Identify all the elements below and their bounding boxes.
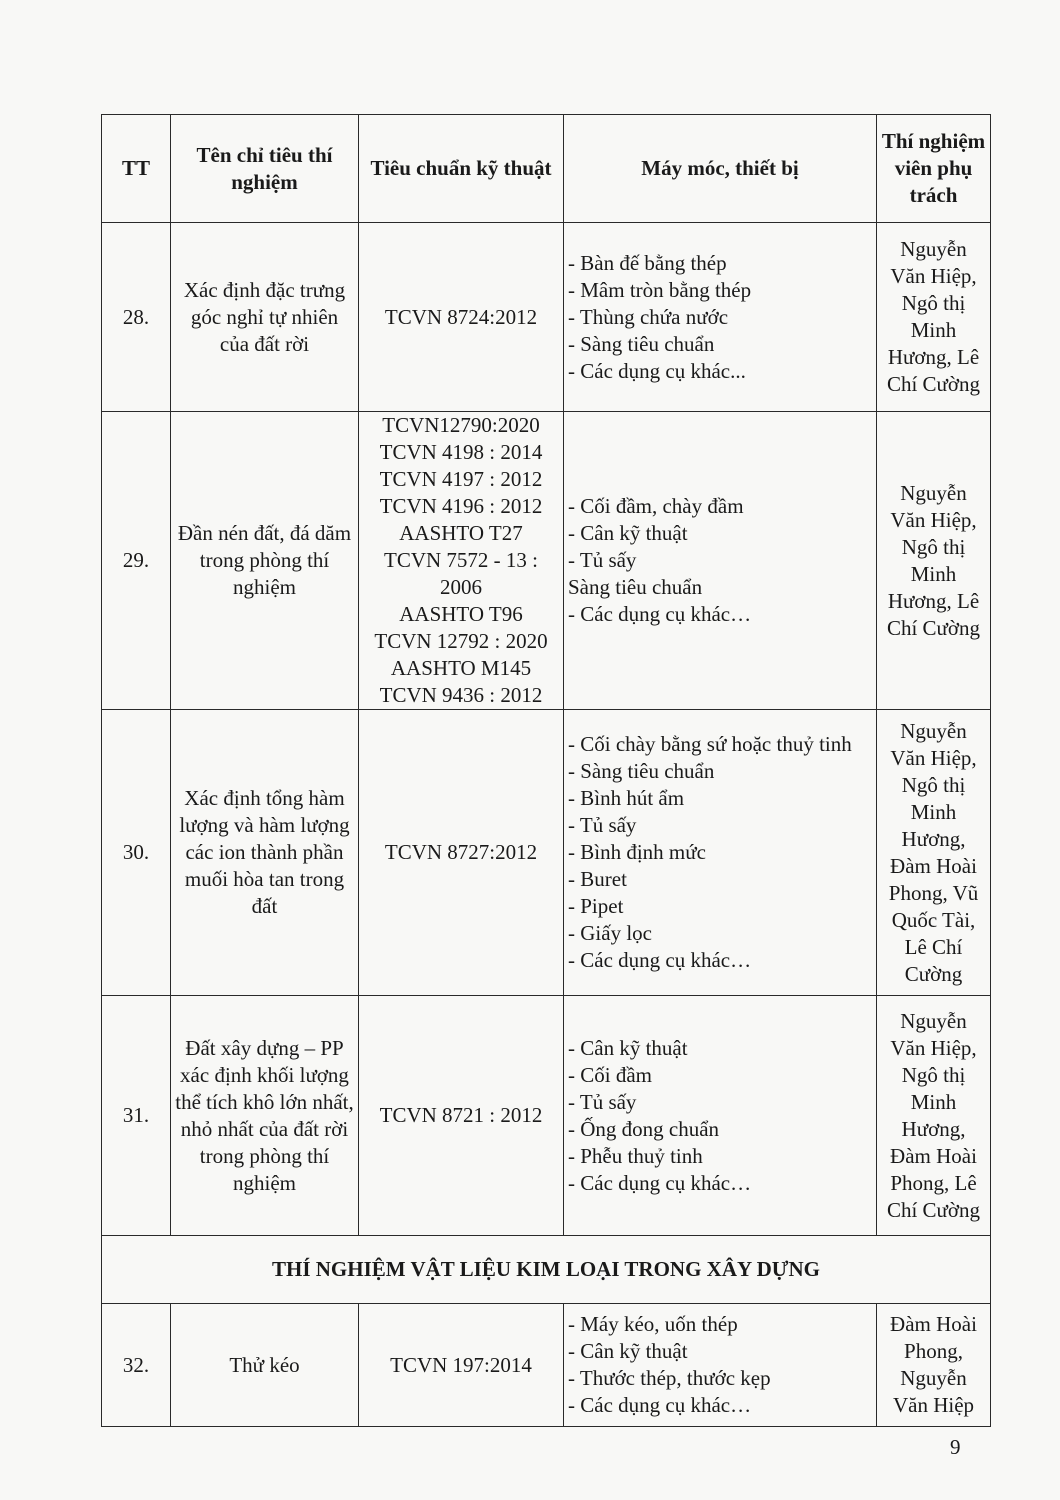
row-name: Đất xây dựng – PP xác định khối lượng thể tích khô lớn nhất, nhỏ nhất của đất rời trong phòng thí nghiệm: [171, 996, 359, 1236]
row-tt: 32.: [102, 1304, 171, 1427]
row-equipment: [564, 996, 877, 1236]
section-row: [102, 1236, 991, 1304]
equipment-line: - Cân kỹ thuật: [568, 1035, 688, 1060]
row-staff: Đàm Hoài Phong, Nguyễn Văn Hiệp: [877, 1304, 991, 1427]
row-name: Đần nén đất, đá dăm trong phòng thí nghiệm: [171, 412, 359, 710]
page-number: 9: [950, 1435, 961, 1459]
row-staff: Nguyễn Văn Hiệp, Ngô thị Minh Hương, Lê Chí Cường: [877, 412, 991, 710]
equipment-line: - Máy kéo, uốn thép: [568, 1312, 738, 1336]
equipment-line: - Cối đầm: [568, 1062, 652, 1087]
table-row: [102, 223, 991, 412]
equipment-line: - Ống đong chuẩn: [568, 1116, 720, 1141]
header-standard: Tiêu chuẩn kỹ thuật: [359, 115, 564, 223]
row-tt: 31.: [102, 996, 171, 1236]
equipment-line: - Các dụng cụ khác…: [568, 1170, 752, 1195]
equipment-line: - Thước thép, thước kẹp: [568, 1366, 771, 1390]
equipment-line: - Tủ sấy: [568, 813, 637, 837]
table-row: [102, 412, 991, 710]
row-equipment: [564, 1304, 877, 1427]
equipment-line: - Tủ sấy: [568, 1089, 637, 1114]
equipment-line: - Phễu thuỷ tinh: [568, 1143, 703, 1168]
standard-line: AASHTO T27: [399, 521, 523, 545]
equipment-line: - Buret: [568, 867, 627, 891]
row-name: Thử kéo: [171, 1304, 359, 1427]
equipment-table: [101, 114, 991, 1427]
standard-line: TCVN 12792 : 2020: [374, 629, 548, 653]
equipment-line: - Thùng chứa nước: [568, 304, 729, 329]
standard-line: TCVN12790:2020: [382, 413, 540, 437]
row-staff: Nguyễn Văn Hiệp, Ngô thị Minh Hương, Đàm Hoài Phong, Lê Chí Cường: [877, 996, 991, 1236]
section-title: THÍ NGHIỆM VẬT LIỆU KIM LOẠI TRONG XÂY DỰNG: [102, 1236, 991, 1304]
equipment-line: - Cân kỹ thuật: [568, 521, 688, 545]
standard-line: TCVN 7572 - 13 : 2006: [384, 548, 538, 599]
equipment-line: - Sàng tiêu chuẩn: [568, 331, 715, 356]
row-tt: 30.: [102, 710, 171, 996]
header-staff: Thí nghiệm viên phụ trách: [877, 115, 991, 223]
row-equipment: [564, 710, 877, 996]
header-tt: TT: [102, 115, 171, 223]
standard-line: AASHTO T96: [399, 602, 523, 626]
row-standards: [359, 1304, 564, 1427]
row-staff: Nguyễn Văn Hiệp, Ngô thị Minh Hương, Đàm Hoài Phong, Vũ Quốc Tài, Lê Chí Cường: [877, 710, 991, 996]
table-row: [102, 1304, 991, 1427]
equipment-line: Sàng tiêu chuẩn: [568, 575, 703, 599]
equipment-line: - Mâm tròn bằng thép: [568, 277, 752, 302]
row-standards: [359, 996, 564, 1236]
equipment-line: - Các dụng cụ khác…: [568, 1393, 752, 1417]
standard-line: TCVN 8721 : 2012: [379, 1103, 543, 1127]
row-name: Xác định đặc trưng góc nghỉ tự nhiên của đất rời: [171, 223, 359, 412]
equipment-line: - Cối đầm, chày đầm: [568, 494, 744, 518]
standard-line: TCVN 4197 : 2012: [379, 467, 543, 491]
equipment-line: - Pipet: [568, 894, 624, 918]
equipment-line: - Các dụng cụ khác…: [568, 948, 752, 972]
row-name: Xác định tổng hàm lượng và hàm lượng các ion thành phần muối hòa tan trong đất: [171, 710, 359, 996]
table-row: [102, 996, 991, 1236]
standard-line: TCVN 8727:2012: [384, 840, 538, 864]
row-equipment: [564, 412, 877, 710]
table-row: [102, 710, 991, 996]
header-row: [102, 115, 991, 223]
equipment-line: - Tủ sấy: [568, 548, 637, 572]
header-equipment: Máy móc, thiết bị: [564, 115, 877, 223]
row-standards: [359, 710, 564, 996]
equipment-line: - Các dụng cụ khác…: [568, 602, 752, 626]
standard-line: TCVN 197:2014: [390, 1352, 532, 1377]
row-staff: Nguyễn Văn Hiệp, Ngô thị Minh Hương, Lê Chí Cường: [877, 223, 991, 412]
row-standards: [359, 223, 564, 412]
equipment-line: - Cân kỹ thuật: [568, 1339, 688, 1363]
standard-line: TCVN 9436 : 2012: [379, 683, 543, 707]
standard-line: TCVN 4198 : 2014: [379, 440, 543, 464]
equipment-line: - Các dụng cụ khác...: [568, 358, 746, 383]
row-equipment: [564, 223, 877, 412]
row-standards: [359, 412, 564, 710]
header-name: Tên chỉ tiêu thí nghiệm: [171, 115, 359, 223]
standard-line: AASHTO M145: [390, 656, 532, 680]
standard-line: TCVN 8724:2012: [384, 304, 538, 329]
equipment-line: - Bình hút ẩm: [568, 786, 685, 810]
equipment-line: - Bàn đế bằng thép: [568, 250, 727, 275]
standard-line: TCVN 4196 : 2012: [379, 494, 543, 518]
equipment-line: - Giấy lọc: [568, 921, 652, 945]
row-tt: 29.: [102, 412, 171, 710]
equipment-line: - Cối chày bằng sứ hoặc thuỷ tinh: [568, 732, 852, 756]
equipment-line: - Sàng tiêu chuẩn: [568, 759, 715, 783]
row-tt: 28.: [102, 223, 171, 412]
equipment-line: - Bình định mức: [568, 840, 706, 864]
